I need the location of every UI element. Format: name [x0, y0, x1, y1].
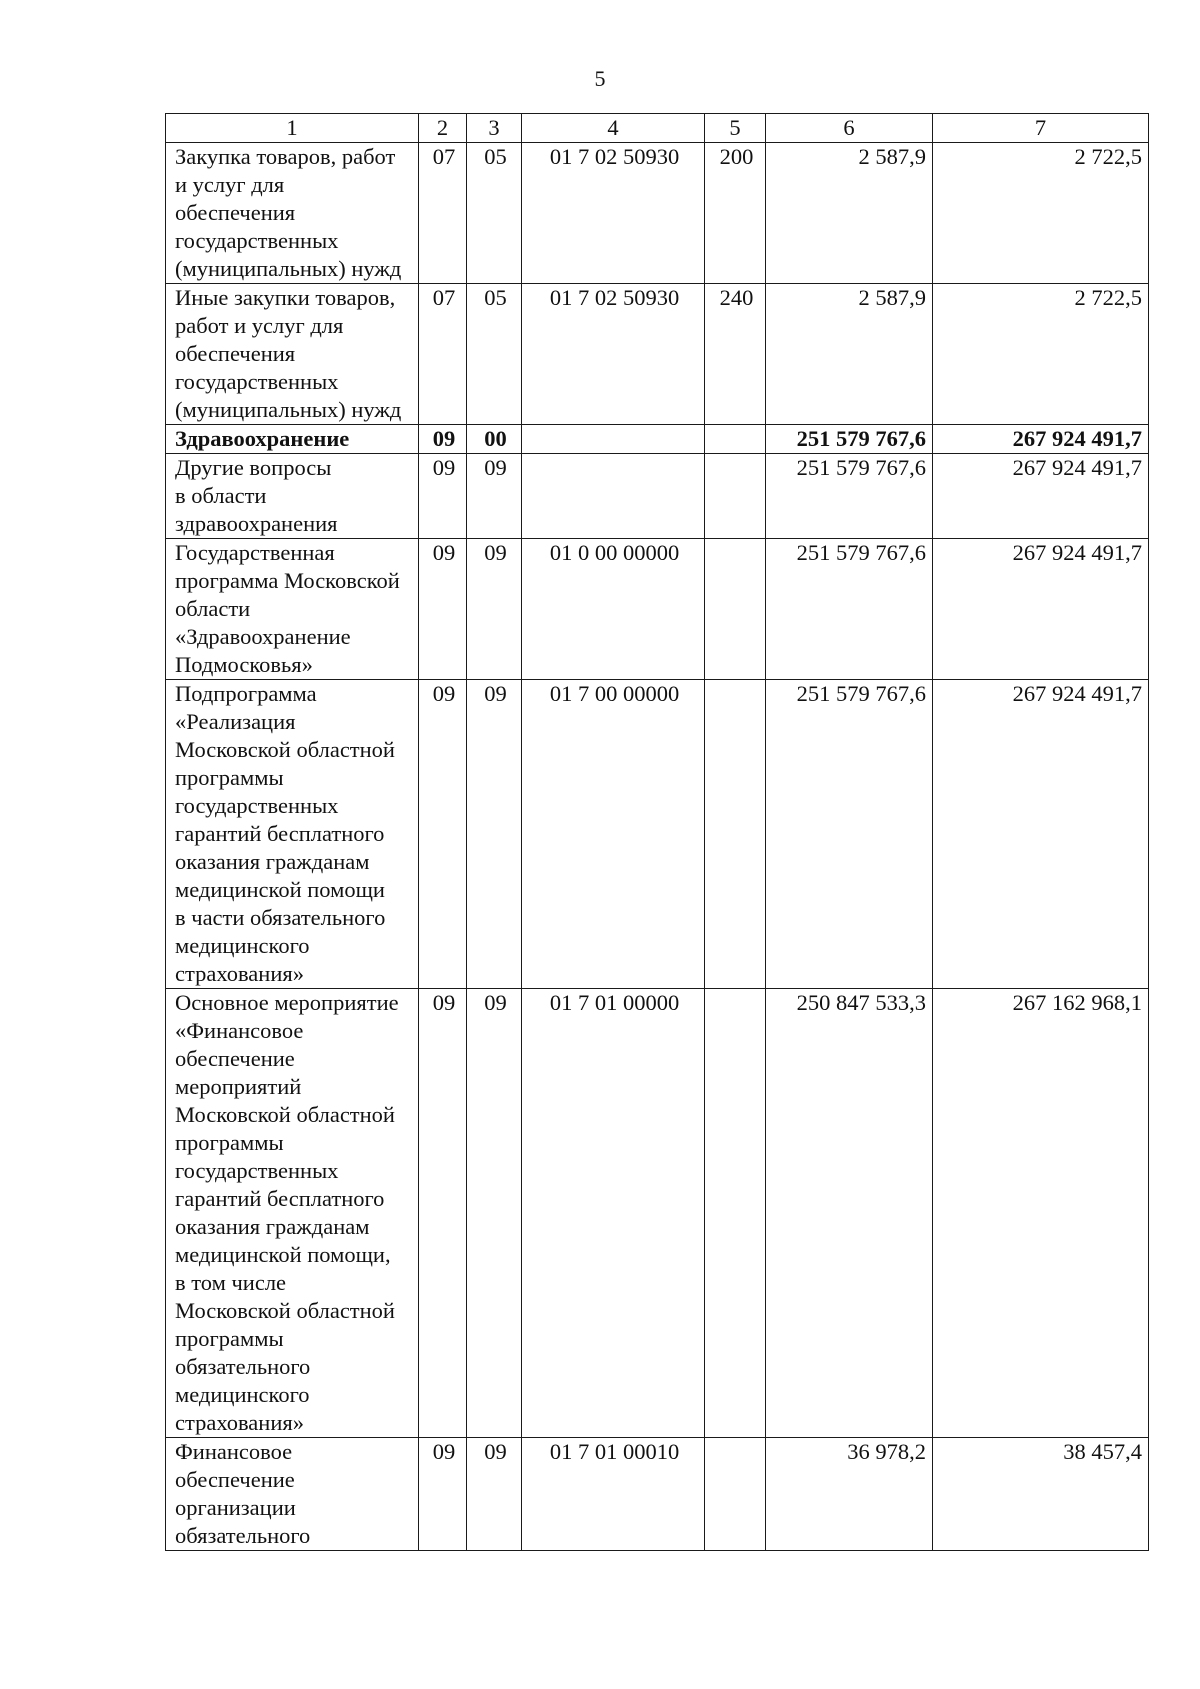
row-subsection-cell: 09 [467, 680, 522, 989]
row-expense-type-cell [705, 680, 766, 989]
row-target-article-cell: 01 7 01 00010 [522, 1438, 705, 1551]
row-target-article-cell: 01 0 00 00000 [522, 539, 705, 680]
row-subsection-cell: 09 [467, 1438, 522, 1551]
row-amount-year2-cell: 267 924 491,7 [933, 425, 1149, 454]
header-cell-4: 4 [522, 114, 705, 143]
row-section-cell: 09 [419, 680, 467, 989]
row-amount-year1-cell: 2 587,9 [766, 143, 933, 284]
table-row [166, 1438, 1149, 1551]
row-subsection-cell: 00 [467, 425, 522, 454]
row-name-cell: Иные закупки товаров, работ и услуг для обеспечения государственных (муниципальных) нужд [166, 284, 419, 425]
row-section-cell: 09 [419, 989, 467, 1438]
row-name-cell: Государственная программа Московской области «Здравоохранение Подмосковья» [166, 539, 419, 680]
row-target-article-cell: 01 7 00 00000 [522, 680, 705, 989]
row-amount-year2-cell: 267 924 491,7 [933, 680, 1149, 989]
row-section-cell: 09 [419, 1438, 467, 1551]
row-section-cell: 07 [419, 143, 467, 284]
row-subsection-cell: 09 [467, 454, 522, 539]
header-row [166, 114, 1149, 143]
row-amount-year1-cell: 36 978,2 [766, 1438, 933, 1551]
row-expense-type-cell: 240 [705, 284, 766, 425]
table-row [166, 680, 1149, 989]
row-name-cell: Здравоохранение [166, 425, 419, 454]
row-amount-year2-cell: 267 162 968,1 [933, 989, 1149, 1438]
table-row [166, 425, 1149, 454]
row-section-cell: 09 [419, 425, 467, 454]
table-row [166, 989, 1149, 1438]
budget-table [165, 113, 1149, 1551]
header-cell-1: 1 [166, 114, 419, 143]
row-amount-year1-cell: 2 587,9 [766, 284, 933, 425]
row-section-cell: 09 [419, 539, 467, 680]
row-amount-year2-cell: 267 924 491,7 [933, 539, 1149, 680]
row-name-cell: Подпрограмма «Реализация Московской областной программы государственных гарантий бесплатного оказания гражданам медицинской помощи в части обязательного медицинского страхования» [166, 680, 419, 989]
row-amount-year1-cell: 250 847 533,3 [766, 989, 933, 1438]
header-cell-2: 2 [419, 114, 467, 143]
row-amount-year1-cell: 251 579 767,6 [766, 539, 933, 680]
row-amount-year2-cell: 38 457,4 [933, 1438, 1149, 1551]
row-target-article-cell [522, 425, 705, 454]
row-expense-type-cell [705, 454, 766, 539]
row-subsection-cell: 05 [467, 284, 522, 425]
row-subsection-cell: 05 [467, 143, 522, 284]
row-target-article-cell [522, 454, 705, 539]
row-subsection-cell: 09 [467, 989, 522, 1438]
row-section-cell: 07 [419, 284, 467, 425]
row-amount-year1-cell: 251 579 767,6 [766, 425, 933, 454]
header-cell-3: 3 [467, 114, 522, 143]
row-name-cell: Финансовое обеспечение организации обязательного [166, 1438, 419, 1551]
row-expense-type-cell [705, 425, 766, 454]
header-cell-6: 6 [766, 114, 933, 143]
row-name-cell: Основное мероприятие «Финансовое обеспечение мероприятий Московской областной программы государственных гарантий бесплатного оказания гражданам медицинской помощи, в том числе Московской областной программы обязательного медицинского страхования» [166, 989, 419, 1438]
row-amount-year2-cell: 2 722,5 [933, 284, 1149, 425]
row-subsection-cell: 09 [467, 539, 522, 680]
row-expense-type-cell [705, 539, 766, 680]
row-amount-year1-cell: 251 579 767,6 [766, 680, 933, 989]
page-number: 5 [594, 66, 606, 91]
row-target-article-cell: 01 7 02 50930 [522, 143, 705, 284]
table-row [166, 539, 1149, 680]
row-amount-year2-cell: 267 924 491,7 [933, 454, 1149, 539]
header-cell-5: 5 [705, 114, 766, 143]
table-row [166, 143, 1149, 284]
row-name-cell: Закупка товаров, работ и услуг для обеспечения государственных (муниципальных) нужд [166, 143, 419, 284]
row-amount-year1-cell: 251 579 767,6 [766, 454, 933, 539]
row-amount-year2-cell: 2 722,5 [933, 143, 1149, 284]
row-name-cell: Другие вопросы в области здравоохранения [166, 454, 419, 539]
row-expense-type-cell: 200 [705, 143, 766, 284]
row-target-article-cell: 01 7 01 00000 [522, 989, 705, 1438]
table-row [166, 284, 1149, 425]
table-body [166, 143, 1149, 1551]
row-expense-type-cell [705, 1438, 766, 1551]
row-expense-type-cell [705, 989, 766, 1438]
row-target-article-cell: 01 7 02 50930 [522, 284, 705, 425]
header-cell-7: 7 [933, 114, 1149, 143]
row-section-cell: 09 [419, 454, 467, 539]
table-row [166, 454, 1149, 539]
